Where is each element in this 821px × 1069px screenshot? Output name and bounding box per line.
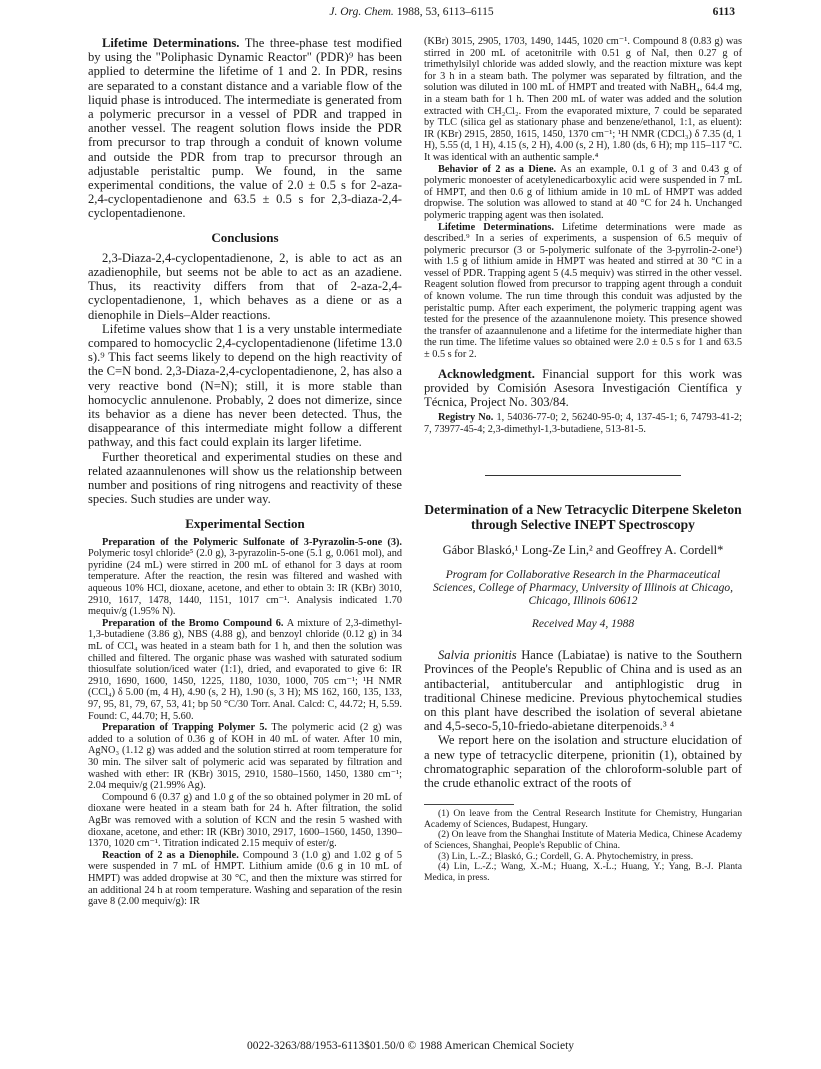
paragraph-text: 1, 54036-77-0; 2, 56240-95-0; 4, 137-45-1; 6, 74793-41-2; 7, 73977-45-4; 2,3-dimethyl-1,3-butadiene, 513-81-5. <box>424 412 743 435</box>
paragraph-compound-6: Compound 6 (0.37 g) and 1.0 g of the so obtained polymer in 20 mL of dioxane were heated in a steam bath for 24 h. After filtration, the solid AgBr was removed with a solution of KCN and the resin 5 washed with dioxane, acetone, and ether: IR (KBr) 3010, 2917, 1600–1560, 1450, 1390–1370, 1020 cm⁻¹. Titration indicated 2.15 mequiv of ester/g. <box>88 791 402 850</box>
paragraph-text: Polymeric tosyl chloride⁵ (2.0 g), 3-pyrazolin-5-one (5.1 g, 0.061 mol), and pyridine (24 mL) were stirred in 200 mL of ethanol for 3 days at room temperature. After the reaction, the resin was filtered and washed with aqueous 10% HCl, dioxane, acetone, and ether to obtain 3: IR (KBr) 3010, 2910, 1617, 1478, 1440, 1151, 1017 cm⁻¹. Analysis indicated 1.70 mequiv/g (1.95% N). <box>88 548 402 618</box>
footnote-2: (2) On leave from the Shanghai Institute of Materia Medica, Chinese Academy of Sciences, Shanghai, People's Republic of China. <box>424 829 742 852</box>
run-in-heading: Registry No. <box>438 412 494 424</box>
run-in-heading: Preparation of Trapping Polymer 5. <box>102 722 268 734</box>
running-header <box>88 6 735 24</box>
run-in-heading: Acknowledgment. <box>438 366 535 381</box>
paragraph-text: Financial support for this work was provided by Comisión Asesora Investigación Científica y Técnica, Project No. 303/84. <box>424 366 742 410</box>
section-heading-conclusions: Conclusions <box>211 229 279 245</box>
paragraph-text: Lifetime determinations were made as described.⁹ In a series of experiments, a suspension of 6.5 mequiv of polymeric precursor (3 or 5-polymeric sulfonate of the 3-pyrrolin-2-one¹) with 1.5 g of lithium amide in HMPT was heated and stirred at 30 °C in a vessel of PDR. Trapping agent 5 (4.5 mequiv) was stirred in the other vessel. Reagent solution flowed from precursor to trapping agent through a conduit of known volume. The run time through this conduit was adjusted by the peristaltic pump. After each experiment, the polymeric trapping agent was tested for the presence of the azaannulenone moiety. This presence showed the transfer of azaannulenone and a lifetime for the intermediate higher than the run time. The lifetime values so obtained were 2.0 ± 0.5 s for 1 and 63.5 ± 0.5 s for 2. <box>424 221 743 361</box>
article-paragraph-2: We report here on the isolation and structure elucidation of a new type of tetracyclic diterpene, prionitin (1), obtained by chromatographic separation of the chloroform-soluble part of the crude ethanolic extract of the roots of <box>424 733 742 791</box>
footnote-4: (4) Lin, L.-Z.; Wang, X.-M.; Huang, X.-L.; Huang, Y.; Yang, B.-J. Planta Medica, in press. <box>424 861 742 883</box>
footnote-divider <box>424 804 514 805</box>
paragraph-conclusions-2: Lifetime values show that 1 is a very unstable intermediate compared to homocyclic 2,4-cyclopentadienone (lifetime 13.0 s).⁹ This fact seems likely to depend on the high reactivity of the C=N bond. 2,3-Diaza-2,4-cyclopentadienone, 2, has also a very reactive bond (N=N); still, it is more stable than homocyclic annulenone. Probably, 2 does not dimerize, since its behavior as a diene has never been detected. Thus, the disappearance of this intermediate might follow a different pathway, and this fact could explain its larger lifetime. <box>88 321 402 450</box>
run-in-heading: Lifetime Determinations. <box>102 36 240 50</box>
paragraph-text: The three-phase test modified by using the "Poliphasic Dynamic Reactor" (PDR)⁹ has been applied to determine the lifetime of 1 and 2. In PDR, resins are separated to a constant distance and a variable flow of the liquid phase is introduced. The intermediate is generated from a polymeric precursor in a vessel of PDR and trapped in another vessel. The reagent solution flows inside the PDR from precursor to trap through a conduit of known volume and outside the PDR from trap to precursor through an adjustable peristaltic pump. We found, in the same experimental conditions, the value of 2.0 ± 0.5 s for 2-aza-2,4-cyclopentadienone and 63.5 ± 0.5 s for 2,3-diaza-2,4-cyclopentadienone. <box>88 36 402 221</box>
paragraph-text: As an example, 0.1 g of 3 and 0.43 g of polymeric monoester of acetylenedicarboxylic acid were suspended in 7 mL of HMPT, and then 0.6 g of lithium amide in 10 mL of HMPT was added dropwise. The solution was allowed to stand at 40 °C for 24 h. Unchanged polymeric trapping agent was then isolated. <box>424 163 742 221</box>
section-heading-experimental: Experimental Section <box>185 515 305 531</box>
article-divider <box>485 475 681 476</box>
paragraph-text: A mixture of 2,3-dimethyl-1,3-butadiene (3.86 g), NBS (4.88 g), and benzoyl chloride (0.12 g) in 34 mL of CCl₄ was heated in a steam bath for 1 h, and then the solution was chilled and filtered. The organic phase was washed with saturated sodium thiosulfate solution/iced water (1:1), dried, and evaporated to give 6: IR 2910, 1690, 1600, 1450, 1225, 1180, 1030, 1000, 705 cm⁻¹; ¹H NMR (CCl₄) δ 5.00 (m, 4 H), 4.90 (s, 2 H), 1.90 (s, 3 H); MS 162, 160, 135, 133, 97, 95, 81, 79, 67, 53, 41; bp 50 °C/30 Torr. Anal. Calcd: C, 44.72; H, 5.59. Found: C, 44.70; H, 5.60. <box>88 617 402 722</box>
copyright-footer: 0022-3263/88/1953-6113$01.50/0 © 1988 American Chemical Society <box>246 1040 575 1052</box>
paragraph-lifetime-exp <box>424 222 742 361</box>
paragraph-text: Compound 3 (1.0 g) and 1.02 g of 5 were suspended in 7 mL of HMPT. Lithium amide (0.6 g in 10 mL of HMPT) was added dropwise at 30 °C, and then the mixture was stirred for an additional 24 h at room temperature. Washing and separation of the resin gave 8 (2.00 mequiv/g): IR <box>88 849 402 908</box>
species-name: Salvia prionitis <box>438 648 517 663</box>
left-column <box>88 36 402 908</box>
paragraph-dienophile <box>88 850 402 908</box>
run-in-heading: Behavior of 2 as a Diene. <box>438 163 557 175</box>
right-column <box>424 36 742 883</box>
journal-name: J. Org. Chem. <box>329 6 394 18</box>
paragraph-diene <box>424 164 742 222</box>
paragraph-text: The polymeric acid (2 g) was added to a solution of 0.36 g of KOH in 40 mL of water. After 10 min, AgNO₃ (1.12 g) was added and the solution stirred at room temperature for 30 min. The silver salt of polymeric acid was separated by filtration and washed with ether: IR (KBr) 3015, 2910, 1580–1560, 1450, 1380 cm⁻¹; 2.04 mequiv/g (21.99% Ag). <box>88 722 402 792</box>
registry-numbers <box>424 412 742 435</box>
page-number: 6113 <box>712 6 735 18</box>
paragraph-lifetime <box>88 36 402 221</box>
paragraph-conclusions-3: Further theoretical and experimental studies on these and related azaannulenones will show us the relationship between number and positions of ring nitrogens and reactivity of these species. Such studies are under way. <box>88 449 402 507</box>
run-in-heading: Preparation of the Polymeric Sulfonate of 3-Pyrazolin-5-one (3). <box>102 536 402 548</box>
paragraph-conclusions-1: 2,3-Diaza-2,4-cyclopentadienone, 2, is able to act as an azadienophile, but seems not be able to act as an azadiene. Thus, its reactivity differs from that of 2-aza-2,4-cyclopentadienone, 1, which behaves as a diene or as a dienophile in Diels–Alder reactions. <box>88 250 402 322</box>
article-title: Determination of a New Tetracyclic Diterpene Skeleton through Selective INEPT Spectroscopy <box>424 502 742 533</box>
paragraph-text: Hance (Labiatae) is native to the Southern Provinces of the People's Republic of China and is used as an antibacterial, antitubercular and antiphlogistic drug in traditional Chinese medicine. Previous phytochemical studies on this plant have described the isolation of several abietane and 4,5-seco-5,10-friedo-abietane diterpenoids.³ ⁴ <box>424 648 742 734</box>
footnote-1: (1) On leave from the Central Research Institute for Chemistry, Hungarian Academy of Sciences, Budapest, Hungary. <box>424 808 742 830</box>
run-in-heading: Reaction of 2 as a Dienophile. <box>102 849 239 861</box>
citation: 1988, 53, 6113–6115 <box>393 6 494 18</box>
article-authors: Gábor Blaskó,¹ Long-Ze Lin,² and Geoffrey A. Cordell* <box>442 543 724 558</box>
run-in-heading: Lifetime Determinations. <box>438 221 554 233</box>
run-in-heading: Preparation of the Bromo Compound 6. <box>102 617 284 629</box>
acknowledgment <box>424 367 742 410</box>
author-affiliation: Program for Collaborative Research in the Pharmaceutical Sciences, College of Pharmacy, University of Illinois at Chicago, Chicago, Illinois 60612 <box>433 569 733 607</box>
paragraph-trapping-polymer <box>88 722 402 792</box>
paragraph-sulfonate <box>88 537 402 618</box>
footnote-3: (3) Lin, L.-Z.; Blaskó, G.; Cordell, G. A. Phytochemistry, in press. <box>438 850 694 862</box>
received-date: Received May 4, 1988 <box>531 618 635 631</box>
paragraph-continued: (KBr) 3015, 2905, 1703, 1490, 1445, 1020 cm⁻¹. Compound 8 (0.83 g) was stirred in 200 mL of acetonitrile with 0.51 g of NaI, then 0.27 g of trimethylsilyl chloride was added slowly, and the reaction mixture was kept for 3 h in a steam bath. The polymer was separated by filtration, and the solution was diluted in 100 mL of HMPT and treated with NaBH₄, 64.4 mg, in a steam bath for 1 h. Then 200 mL of water was added and the solution extracted with CH₂Cl₂. From the evaporated mixture, 7 could be separated by TLC (silica gel as stationary phase and benzene/ethanol, 1:1, as eluent): IR (KBr) 2915, 2850, 1615, 1450, 1370 cm⁻¹; ¹H NMR (CDCl₃) δ 7.35 (d, 1 H), 5.55 (d, 1 H), 4.15 (s, 2 H), 4.00 (s, 2 H), 1.80 (ds, 6 H); mp 115–117 °C. It was identical with an authentic sample.⁴ <box>424 36 742 163</box>
article-paragraph-1 <box>424 648 742 733</box>
paragraph-bromo <box>88 618 402 722</box>
